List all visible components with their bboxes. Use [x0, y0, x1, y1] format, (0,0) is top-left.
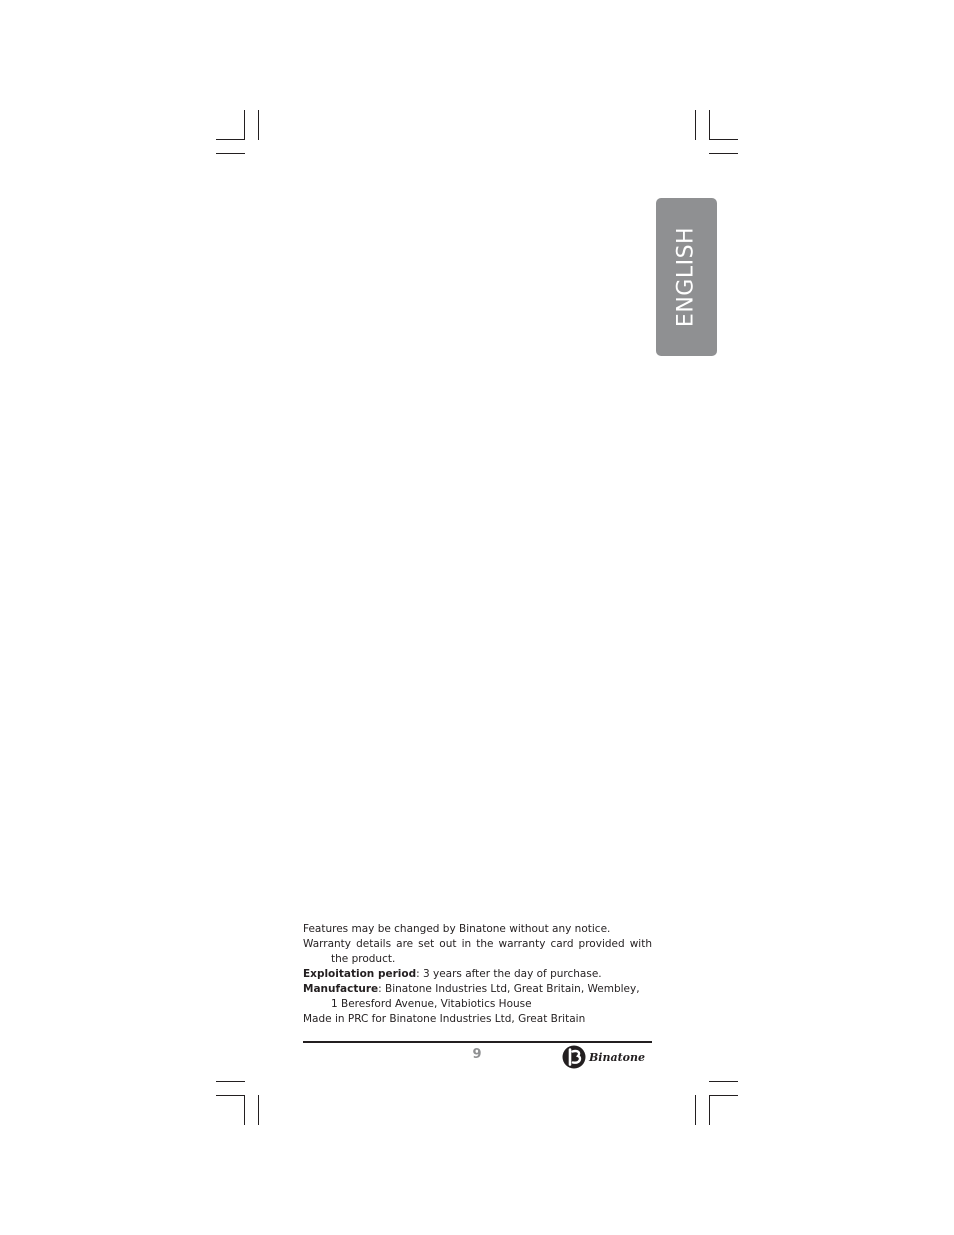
crop-mark [216, 1095, 245, 1096]
brand-logo [562, 1045, 645, 1069]
product-notes [303, 922, 652, 1027]
brand-name: Binatone [589, 1050, 646, 1064]
crop-mark [695, 110, 696, 140]
manufacture [303, 982, 652, 997]
features-notice: Features may be changed by Binatone without any notice. [303, 923, 611, 935]
exploitation-period-value: : 3 years after the day of purchase. [416, 968, 602, 980]
made-in-notice: Made in PRC for Binatone Industries Ltd, Great Britain [303, 1013, 586, 1025]
warranty-notice-continued: the product. [331, 953, 396, 965]
crop-mark [216, 139, 245, 140]
footer-rule [303, 1041, 652, 1043]
language-tab-label: ENGLISH [673, 226, 699, 328]
crop-mark [709, 139, 738, 140]
crop-mark [244, 1095, 245, 1125]
crop-mark [258, 1095, 259, 1125]
crop-mark [709, 1095, 710, 1125]
crop-mark [709, 1081, 738, 1082]
binatone-logo-icon [562, 1045, 588, 1069]
crop-mark [216, 1081, 245, 1082]
language-tab [656, 198, 717, 356]
crop-mark [709, 153, 738, 154]
crop-mark [709, 110, 710, 140]
page-number: 9 [472, 1047, 482, 1062]
crop-mark [258, 110, 259, 140]
crop-mark [216, 153, 245, 154]
crop-mark [695, 1095, 696, 1125]
exploitation-period-label: Exploitation period [303, 968, 417, 980]
crop-mark [244, 110, 245, 140]
warranty-notice: Warranty details are set out in the warranty card provided with [303, 938, 652, 950]
exploitation-period [303, 967, 652, 982]
manufacture-label: Manufacture [303, 983, 379, 995]
manufacture-address: 1 Beresford Avenue, Vitabiotics House [331, 998, 532, 1010]
crop-mark [709, 1095, 738, 1096]
manufacture-value: : Binatone Industries Ltd, Great Britain, Wembley, [378, 983, 640, 995]
